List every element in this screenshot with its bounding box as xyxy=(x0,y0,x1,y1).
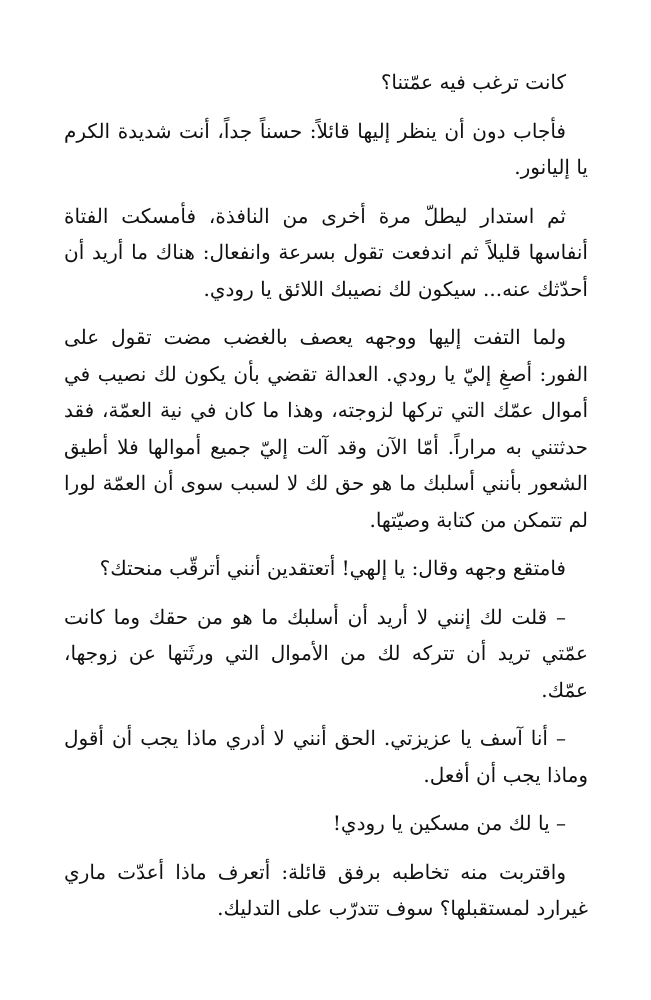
paragraph: – قلت لك إنني لا أريد أن أسلبك ما هو من حقك وما كانت عمّتي تريد أن تتركه لك من الأموال التي ورثَتها عن زوجها، عمّك. xyxy=(64,604,588,702)
paragraph: فأجاب دون أن ينظر إليها قائلاً: حسناً جداً، أنت شديدة الكرم يا إليانور. xyxy=(64,118,588,179)
paragraph: كانت ترغب فيه عمّتنا؟ xyxy=(380,70,566,94)
page-body xyxy=(64,64,588,939)
paragraph: – أنا آسف يا عزيزتي. الحق أنني لا أدري ماذا يجب أن أقول وماذا يجب أن أفعل. xyxy=(64,726,588,787)
paragraph: ولما التفت إليها ووجهه يعصف بالغضب مضت تقول على الفور: أصغِ إليّ يا رودي. العدالة تقضي بأن يكون لك نصيب في أموال عمّك التي تركها لزوجته، وهذا ما كان في نية العمّة، فقد حدثتني به مراراً. أمّا الآن وقد آلت إليّ جميع أموالها فلا أطيق الشعور بأنني أسلبك ما هو حق لك لا لسبب سوى أن العمّة لورا لم تتمكن من كتابة وصيّتها. xyxy=(64,325,588,532)
paragraph: ثم استدار ليطلّ مرة أخرى من النافذة، فأمسكت الفتاة أنفاسها قليلاً ثم اندفعت تقول بسرعة وانفعال: هناك ما أريد أن أحدّثك عنه... سيكون لك نصيبك اللائق يا رودي. xyxy=(64,203,588,301)
paragraph: – يا لك من مسكين يا رودي! xyxy=(332,811,566,835)
paragraph: فامتقع وجهه وقال: يا إلهي! أتعتقدين أنني أترقّب منحتك؟ xyxy=(99,556,566,580)
paragraph: واقتربت منه تخاطبه برفق قائلة: أتعرف ماذا أعدّت ماري غيرارد لمستقبلها؟ سوف تتدرّب على التدليك. xyxy=(64,859,588,920)
